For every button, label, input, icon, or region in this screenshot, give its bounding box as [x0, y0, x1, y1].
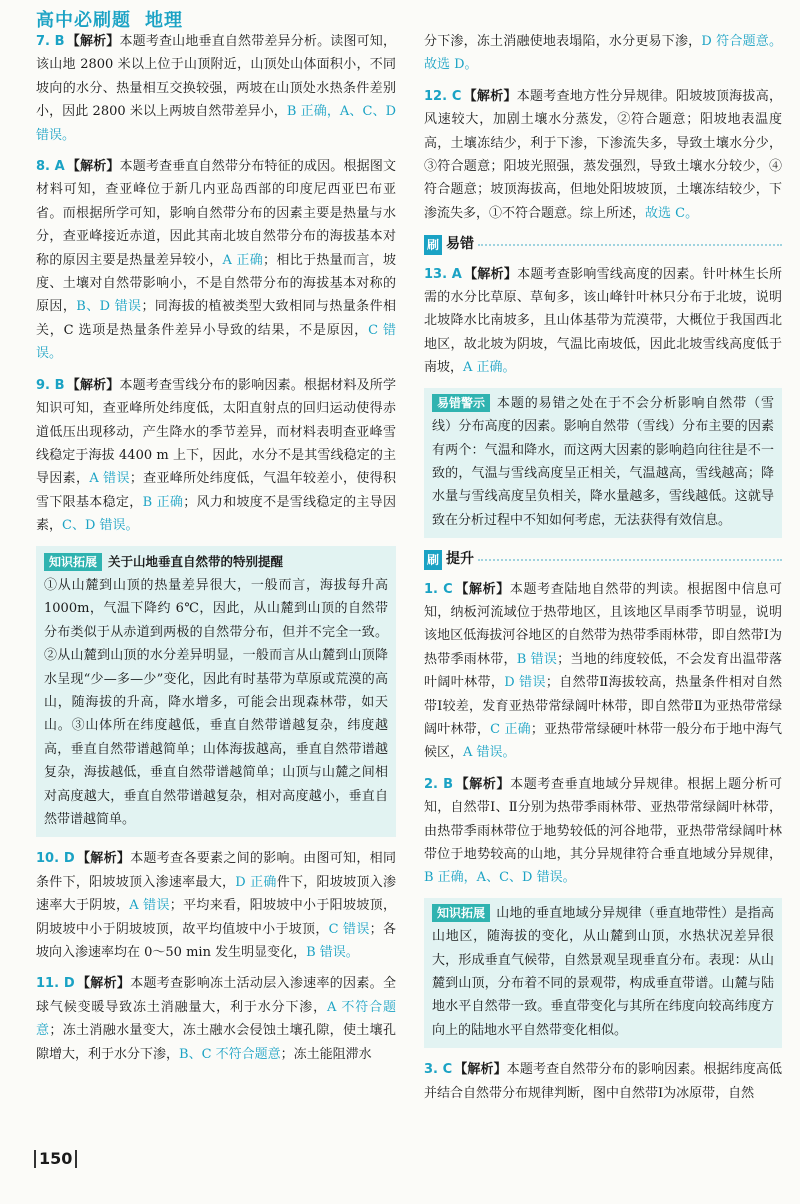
answer-8: 8. A 【解析】本题考查垂直自然带分布特征的成因。根据图文材料可知，查亚峰位于新几内亚岛西部的印度尼西亚巴布亚省。而根据所学可知，影响自然带分布的因素主要是热量与水分，查亚峰接近赤道，因此其南北坡自然带分布的海拔基本对称的原因主要是热量差异较小，A 正确；相比于热量而言，坡度、土壤对自然带影响小，不是自然带分布的海拔基本对称的原因，B、D 错误；同海拔的植被类型大致相同与热量条件相关，C 选项是热量条件差异小导致的结果，不是原因，C 错误。	[36, 159, 396, 362]
answer-7: 7. B 【解析】本题考查山地垂直自然带差异分析。读图可知，该山地 2800 米以上位于山顶附近，山顶处山体面积小，不同坡向的水分、热量相互交换较强，两坡在山顶处水热条件差别小，因此 2800 米以上两坡自然带差异小，B 正确，A、C、D 错误。	[36, 34, 396, 143]
answer-2: 2. B 【解析】本题考查垂直地域分异规律。根据上题分析可知，自然带Ⅰ、Ⅱ分别为热带季雨林带、亚热带常绿阔叶林带，由热带季雨林带位于地势较低的河谷地带，亚热带常绿阔叶林带位于地势较高的山地，其分异规律符合垂直地域分异规律，B 正确，A、C、D 错误。	[424, 776, 782, 886]
error-warning-box: 易错警示 本题的易错之处在于不会分析影响自然带（雪线）分布高度的因素。影响自然带（雪线）分布主要的因素有两个：气温和降水，而这两大因素的影响趋向往往是不一致的，气温与雪线高度呈正相关，气温越高，雪线越高；降水量与雪线高度呈负相关，降水量越多，雪线越低。这就导致在分析过程中不知如何考虑，无法获得有效信息。	[424, 388, 782, 538]
answer-9: 9. B 【解析】本题考查雪线分布的影响因素。根据材料及所学知识可知，查亚峰所处纬度低，太阳直射点的回归运动使得赤道低压出现移动，产生降水的季节差异，而材料表明查亚峰雪线稳定于海拔 4400 m 上下，因此，水分不是其雪线稳定的主导因素，A 错误；查亚峰所处纬度低，气温年较差小，使得积雪下限基本稳定，B 正确；风力和坡度不是雪线稳定的主导因素，C、D 错误。	[36, 377, 396, 534]
knowledge-label: 知识拓展	[44, 553, 102, 571]
subject-title: 地理	[145, 10, 183, 31]
section-tisheng: 刷 提升	[424, 548, 782, 571]
answer-3: 3. C 【解析】本题考查自然带分布的影响因素。根据纬度高低并结合自然带分布规律判断，图中自然带Ⅰ为冰原带，自然	[424, 1062, 782, 1101]
answer-11-continued: 分下渗，冻土消融使地表塌陷，水分更易下渗，D 符合题意。故选 D。	[424, 34, 782, 73]
knowledge-box-1: 知识拓展 关于山地垂直自然带的特别提醒 ①从山麓到山顶的热量差异很大，一般而言，海拔每升高 1000m，气温下降约 6℃，因此，从山麓到山顶的自然带分布类似于从赤道到两极的自然带分布，但并不完全一致。②从山麓到山顶的水分差异明显，一般而言从山麓到山顶降水呈现“少—多—少”变化，因此有时基带为草原或荒漠的高山，随海拔的升高，降水增多，可能会出现森林带，如天山。③山体所在纬度越低，垂直自然带谱越复杂，纬度越高，垂直自然带谱越简单；山体海拔越高，垂直自然带谱越复杂，海拔越低，垂直自然带谱越简单；山顶与山麓之间相对高度越大，垂直自然带谱越复杂，相对高度越小，垂直自然带谱越简单。	[36, 546, 396, 838]
knowledge-box-2: 知识拓展 山地的垂直地域分异规律（垂直地带性）是指高山地区，随海拔的变化，从山麓到山顶，水热状况差异很大，形成垂直气候带，自然景观呈现垂直分布。表现：从山麓到山顶，分布着不同的景观带，构成垂直带谱。山麓与陆地水平自然带一致。垂直带变化与其所在纬度向较高纬度方向上的陆地水平自然带变化相似。	[424, 898, 782, 1048]
section-divider	[478, 559, 782, 561]
book-title: 高中必刷题	[36, 10, 131, 31]
left-column	[36, 30, 396, 1074]
section-yicuo: 刷 易错	[424, 233, 782, 256]
knowledge-label: 知识拓展	[432, 904, 490, 922]
answer-12: 12. C 【解析】本题考查地方性分异规律。阳坡坡顶海拔高，风速较大，加剧土壤水分蒸发，②符合题意；阳坡地表温度高，土壤冻结少，利于下渗，下渗流失多，导致土壤水分少，③符合题意；阳坡光照强，蒸发强烈，导致土壤水分较少，④符合题意；坡顶海拔高，但地处阳坡坡顶，土壤冻结较少，下渗流失多，①不符合题意。综上所述，故选 C。	[424, 88, 782, 221]
answer-10: 10. D 【解析】本题考查各要素之间的影响。由图可知，相同条件下，阳坡坡顶入渗速率最大，D 正确件下，阳坡坡顶入渗速率大于阴坡，A 错误；平均来看，阳坡坡中小于阳坡坡顶，阴坡坡中小于阴坡坡顶，故平均值坡中小于坡顶，C 错误；各坡向入渗速率均在 0～50 min 发生明显变化，B 错误。	[36, 851, 396, 961]
answer-11: 11. D 【解析】本题考查影响冻土活动层入渗速率的因素。全球气候变暖导致冻土消融量大，利于水分下渗，A 不符合题意；冻土消融水量变大，冻土融水会侵蚀土壤孔隙，使土壤孔隙增大，利于水分下渗，B、C 不符合题意；冻土能阻滞水	[36, 976, 396, 1062]
page-header	[36, 6, 197, 32]
right-column	[424, 30, 782, 1113]
answer-13: 13. A 【解析】本题考查影响雪线高度的因素。针叶林生长所需的水分比草原、草甸多，该山峰针叶林只分布于北坡，说明北坡降水比南坡多，且山体基带为荒漠带，大概位于我国西北地区，故北坡为阴坡，气温比南坡低，因此北坡雪线高度低于南坡，A 正确。	[424, 266, 782, 376]
page-number: 150	[34, 1150, 77, 1168]
brush-icon: 刷	[424, 235, 442, 255]
warning-label: 易错警示	[432, 394, 490, 412]
section-divider	[478, 244, 782, 246]
answer-1: 1. C 【解析】本题考查陆地自然带的判读。根据图中信息可知，纳板河流域位于热带地区，且该地区旱雨季节明显，说明该地区低海拔河谷地区的自然带为热带季雨林带，即自然带Ⅰ为热带季雨林带，B 错误；当地的纬度较低，不会发育出温带落叶阔叶林带，D 错误；自然带Ⅱ海拔较高，热量条件相对自然带Ⅰ较差，发育亚热带常绿阔叶林带，即自然带Ⅱ为亚热带常绿阔叶林带，C 正确；亚热带常绿硬叶林带一般分布于地中海气候区，A 错误。	[424, 581, 782, 761]
brush-icon: 刷	[424, 550, 442, 570]
